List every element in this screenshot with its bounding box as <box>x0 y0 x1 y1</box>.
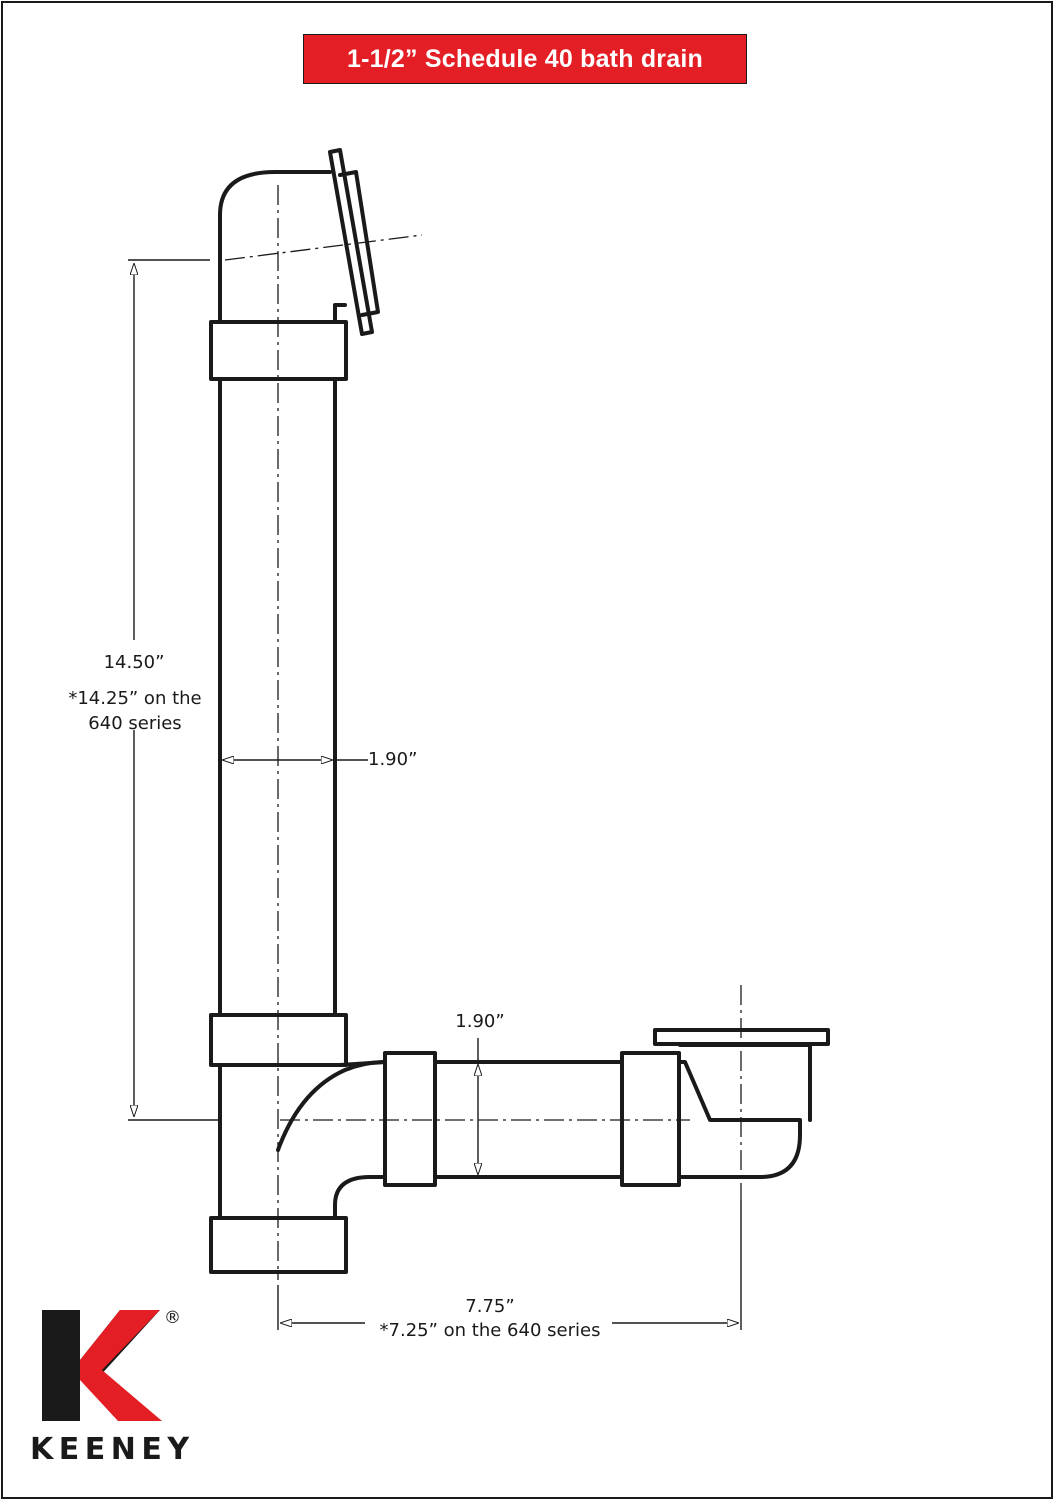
title-banner: 1-1/2” Schedule 40 bath drain <box>303 34 747 84</box>
tee-body <box>220 1062 385 1218</box>
tee-sweep <box>278 1062 385 1150</box>
logo-k-stem <box>42 1310 80 1421</box>
horizontal-coupling-left <box>385 1053 435 1185</box>
overflow-elbow <box>220 172 330 322</box>
horizontal-diameter-label: 1.90” <box>455 1011 505 1032</box>
keeney-logo <box>42 1310 162 1421</box>
overflow-centerline <box>225 235 422 260</box>
height-dimension-note-line1: *14.25” on the <box>68 688 202 709</box>
drain-shoe <box>679 1062 800 1177</box>
drain-shoe-body <box>680 1045 810 1120</box>
height-dimension-note-line2: 640 series <box>88 713 182 734</box>
overflow-elbow-inner <box>335 305 345 322</box>
horizontal-coupling-right <box>622 1053 679 1185</box>
width-dimension-note: *7.25” on the 640 series <box>379 1320 601 1341</box>
page-border <box>2 2 1052 1498</box>
height-dimension-label: 14.50” <box>103 652 165 673</box>
registered-mark: ® <box>164 1308 181 1328</box>
vertical-diameter-label: 1.90” <box>368 749 418 770</box>
width-dimension-label: 7.75” <box>465 1296 515 1317</box>
logo-k-lower-arm <box>80 1310 162 1421</box>
brand-name: KEENEY <box>30 1432 195 1467</box>
